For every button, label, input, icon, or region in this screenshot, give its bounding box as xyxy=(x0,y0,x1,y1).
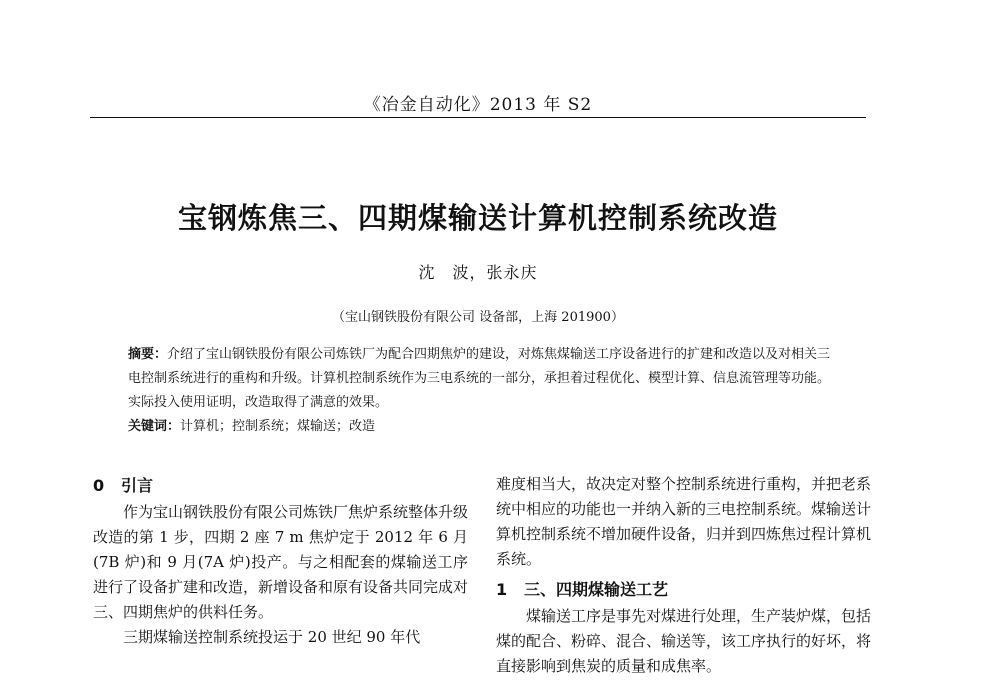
process-paragraph-1: 煤输送工序是事先对煤进行处理，生产装炉煤，包括煤的配合、粉碎、混合、输送等，该工序执行的好坏，将直接影响到焦炭的质量和成焦率。 xyxy=(496,607,872,675)
keywords xyxy=(128,415,840,439)
intro-paragraph-2-start: 三期煤输送控制系统投运于 20 世纪 90 年代 xyxy=(123,628,421,646)
keywords-label: 关键词： xyxy=(128,419,181,434)
intro-paragraph-1: 作为宝山钢铁股份有限公司炼铁厂焦炉系统整体升级改造的第 1 步，四期 2 座 7 m 焦炉定于 2012 年 6 月(7B 炉)和 9 月(7A 炉)投产。与之相配套的煤输送工序进行了设备扩建和改造，新增设备和原有设备共同完成对三、四期焦炉的供料任务。 xyxy=(93,503,469,621)
abstract xyxy=(128,343,840,415)
right-column xyxy=(496,472,871,679)
section-title: 三、四期煤输送工艺 xyxy=(524,580,669,599)
section-number: 1 xyxy=(496,580,508,599)
abstract-text: 介绍了宝山钢铁股份有限公司炼铁厂为配合四期焦炉的建设，对炼焦煤输送工序设备进行的扩建和改造以及对相关三电控制系统进行的重构和升级。计算机控制系统作为三电系统的一部分，承担着过程优化、模型计算、信息流管理等功能。实际投入使用证明，改造取得了满意的效果。 xyxy=(128,347,831,410)
keywords-text: 计算机；控制系统；煤输送；改造 xyxy=(180,419,376,434)
section-heading-intro xyxy=(93,472,468,500)
abstract-label: 摘要： xyxy=(128,347,168,362)
affiliation: （宝山钢铁股份有限公司 设备部，上海 201900） xyxy=(332,310,624,325)
authors: 沈 波，张永庆 xyxy=(418,263,538,282)
section-heading-process xyxy=(496,576,871,604)
intro-paragraph-2-continued: 难度相当大，故决定对整个控制系统进行重构，并把老系统中相应的功能也一并纳入新的三电控制系统。煤输送计算机控制系统不增加硬件设备，归并到四炼焦过程计算机系统。 xyxy=(496,475,872,568)
paper-title: 宝钢炼焦三、四期煤输送计算机控制系统改造 xyxy=(177,201,778,235)
journal-header: 《冶金自动化》2013 年 S2 xyxy=(363,95,593,115)
header-rule xyxy=(90,117,866,118)
section-title: 引言 xyxy=(121,476,154,495)
section-number: 0 xyxy=(93,476,105,495)
left-column xyxy=(93,472,468,650)
abstract-block xyxy=(128,343,840,439)
